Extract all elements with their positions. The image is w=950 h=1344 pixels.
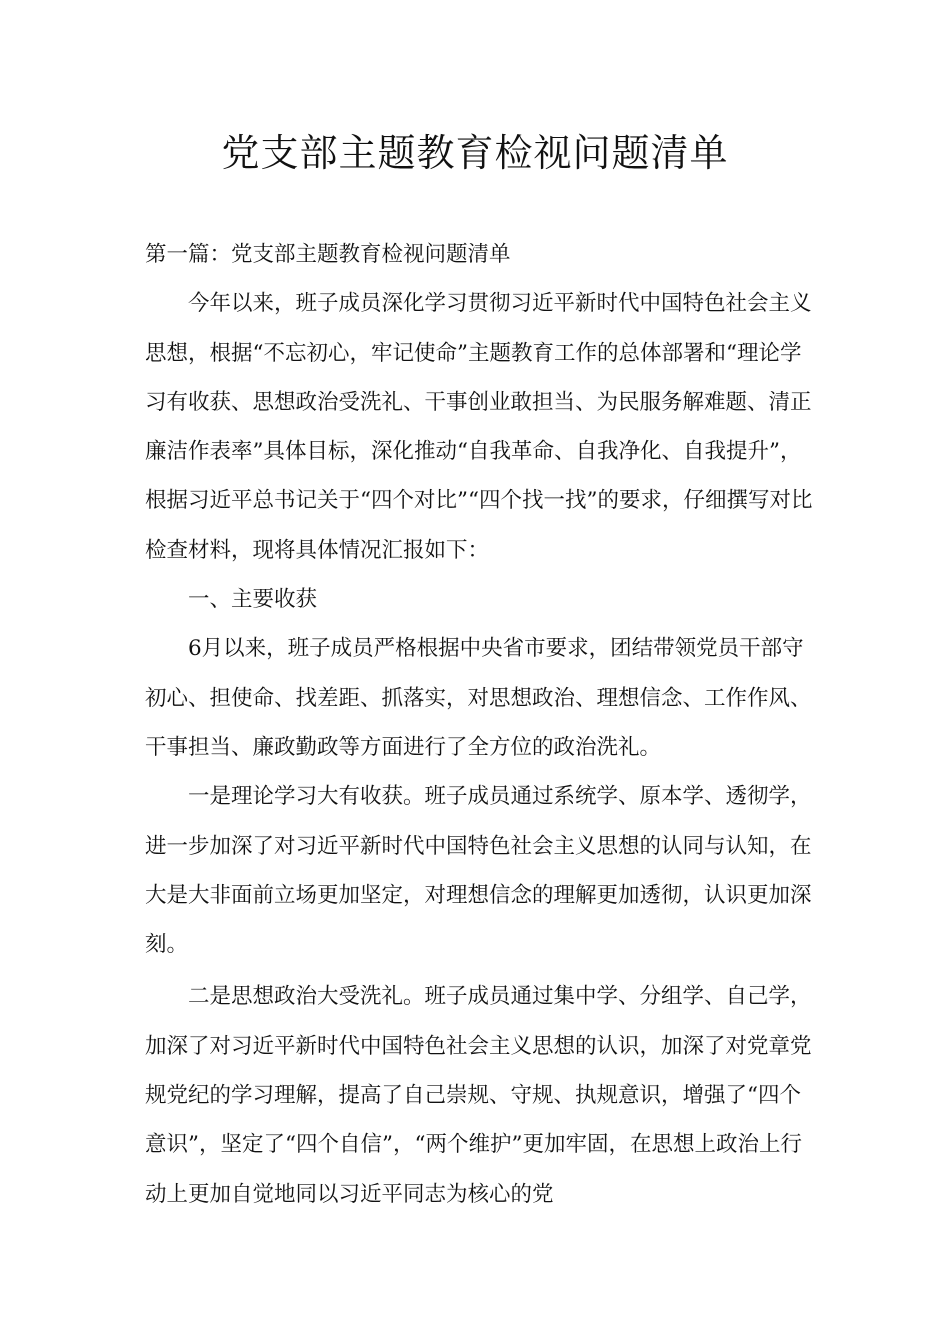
document-title: 党支部主题教育检视问题清单 bbox=[221, 131, 729, 175]
paragraph-political-thought: 二是思想政治大受洗礼。班子成员通过集中学、分组学、自己学，加深了对习近平新时代中国特色社会主义思想的认识，加深了对党章党规党纪的学习理解，提高了自己崇规、守规、执规意识，增强了“四个意识”，坚定了“四个自信”，“两个维护”更加牢固，在思想上政治上行动上更加自觉地同以习近平同志为核心的党 bbox=[145, 984, 812, 1207]
paragraph-since-june: 6月以来，班子成员严格根据中央省市要求，团结带领党员干部守初心、担使命、找差距、抓落实，对思想政治、理想信念、工作作风、干事担当、廉政勤政等方面进行了全方位的政治洗礼。 bbox=[145, 636, 812, 760]
section-heading: 第一篇：党支部主题教育检视问题清单 bbox=[145, 242, 511, 267]
document-body bbox=[145, 230, 821, 1219]
intro-paragraph: 今年以来，班子成员深化学习贯彻习近平新时代中国特色社会主义思想，根据“不忘初心，牢记使命”主题教育工作的总体部署和“理论学习有收获、思想政治受洗礼、干事创业敢担当、为民服务解难题、清正廉洁作表率”具体目标，深化推动“自我革命、自我净化、自我提升”，根据习近平总书记关于“四个对比”“四个找一找”的要求，仔细撰写对比检查材料，现将具体情况汇报如下： bbox=[145, 291, 813, 563]
paragraph-theory-study: 一是理论学习大有收获。班子成员通过系统学、原本学、透彻学，进一步加深了对习近平新时代中国特色社会主义思想的认同与认知，在大是大非面前立场更加坚定，对理想信念的理解更加透彻，认识更加深刻。 bbox=[145, 784, 812, 958]
main-gains-heading: 一、主要收获 bbox=[188, 587, 318, 613]
